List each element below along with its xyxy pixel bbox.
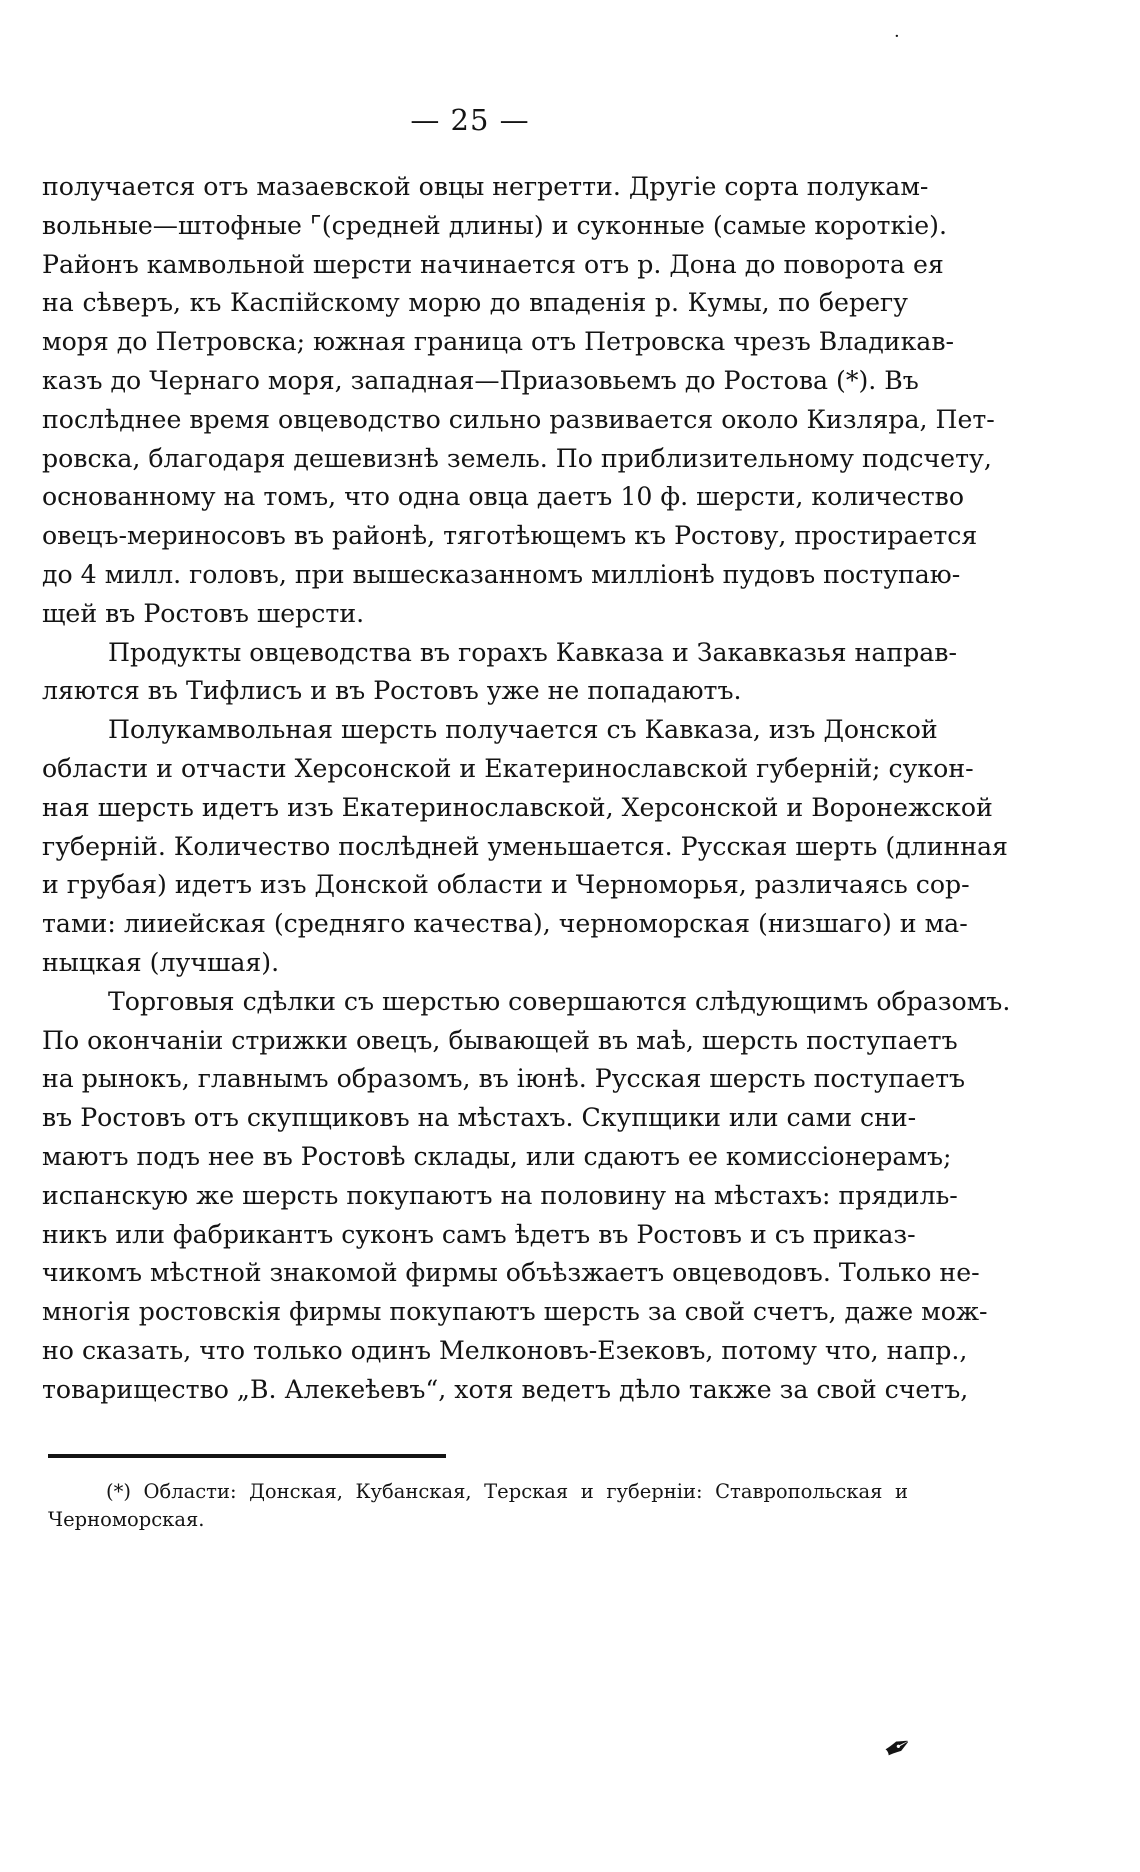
text-line: основанному на томъ, что одна овца даетъ 10 ф. шерсти, количество [42, 482, 965, 512]
text-line: маютъ подъ нее въ Ростовѣ склады, или сдаютъ ее комиссіонерамъ; [42, 1141, 952, 1171]
text-line: на рынокъ, главнымъ образомъ, въ іюнѣ. Русская шерсть поступаетъ [42, 1064, 966, 1094]
margin-dot: · [894, 26, 900, 47]
text-line: По окончаніи стрижки овецъ, бывающей въ маѣ, шерсть поступаетъ [42, 1025, 958, 1055]
text-line: до 4 милл. головъ, при вышесказанномъ милліонѣ пудовъ поступаю- [42, 559, 961, 589]
text-line: ная шерсть идетъ изъ Екатеринославской, Херсонской и Воронежской [42, 792, 993, 822]
text-line: но сказать, что только одинъ Мелконовъ-Езековъ, потому что, напр., [42, 1335, 968, 1365]
text-line: Полукамвольная шерсть получается съ Кавказа, изъ Донской [108, 715, 938, 745]
text-line: получается отъ мазаевской овцы негретти. Другіе сорта полукам- [42, 172, 929, 201]
text-line: казъ до Чернаго моря, западная—Приазовьемъ до Ростова (*). Въ [42, 365, 919, 395]
paragraph-4 [42, 983, 1011, 1410]
footnote-line: Черноморская. [48, 1508, 205, 1531]
footnote-line: (*) Области: Донская, Кубанская, Терская и губерніи: Ставропольская и [106, 1480, 908, 1503]
page-number: — 25 — [410, 103, 530, 137]
text-line: на сѣверъ, къ Каспійскому морю до впаденія р. Кумы, по берегу [42, 288, 908, 318]
footnote-divider [48, 1454, 446, 1458]
text-line: ляются въ Тифлисъ и въ Ростовъ уже не попадаютъ. [42, 676, 742, 706]
text-line: Районъ камвольной шерсти начинается отъ р. Дона до поворота ея [42, 249, 944, 279]
text-line: вольные—штофные ⌜(средней длины) и суконные (самые короткіе). [42, 210, 948, 240]
text-line: Продукты овцеводства въ горахъ Кавказа и Закавказья направ- [108, 637, 957, 667]
text-line: послѣднее время овцеводство сильно развивается около Кизляра, Пет- [42, 404, 995, 434]
text-line: губерній. Количество послѣдней уменьшается. Русская шерть (длинная [42, 831, 1008, 861]
text-line: тами: лииейская (средняго качества), черноморская (низшаго) и ма- [42, 909, 968, 939]
text-line: испанскую же шерсть покупаютъ на половину на мѣстахъ: прядиль- [42, 1180, 958, 1210]
text-line: Торговыя сдѣлки съ шерстью совершаются слѣдующимъ образомъ. [108, 986, 1011, 1016]
paragraph-3 [42, 711, 1008, 983]
text-line: моря до Петровска; южная граница отъ Петровска чрезъ Владикав- [42, 327, 955, 357]
text-line: чикомъ мѣстной знакомой фирмы объѣзжаетъ овцеводовъ. Только не- [42, 1258, 980, 1288]
pen-mark-icon: ✒ [875, 1723, 920, 1773]
text-line: овецъ-мериносовъ въ районѣ, тяготѣющемъ къ Ростову, простирается [42, 521, 978, 551]
text-line: ровска, благодаря дешевизнѣ земель. По приблизительному подсчету, [42, 443, 992, 473]
text-line: ныцкая (лучшая). [42, 947, 280, 977]
paragraph-1 [42, 168, 995, 634]
text-line: и грубая) идетъ изъ Донской области и Черноморья, различаясь сор- [42, 870, 970, 900]
body-text [42, 168, 1011, 1410]
footnote [48, 1478, 908, 1534]
text-line: многія ростовскія фирмы покупаютъ шерсть за свой счетъ, даже мож- [42, 1297, 988, 1327]
text-line: области и отчасти Херсонской и Екатеринославской губерній; сукон- [42, 753, 974, 783]
text-line: щей въ Ростовъ шерсти. [42, 598, 365, 628]
text-line: товарищество „В. Алекеѣевъ“, хотя ведетъ дѣло также за свой счетъ, [42, 1374, 969, 1404]
text-line: никъ или фабрикантъ суконъ самъ ѣдетъ въ Ростовъ и съ приказ- [42, 1219, 916, 1249]
text-line: въ Ростовъ отъ скупщиковъ на мѣстахъ. Скупщики или сами сни- [42, 1103, 917, 1133]
paragraph-2 [42, 634, 957, 712]
